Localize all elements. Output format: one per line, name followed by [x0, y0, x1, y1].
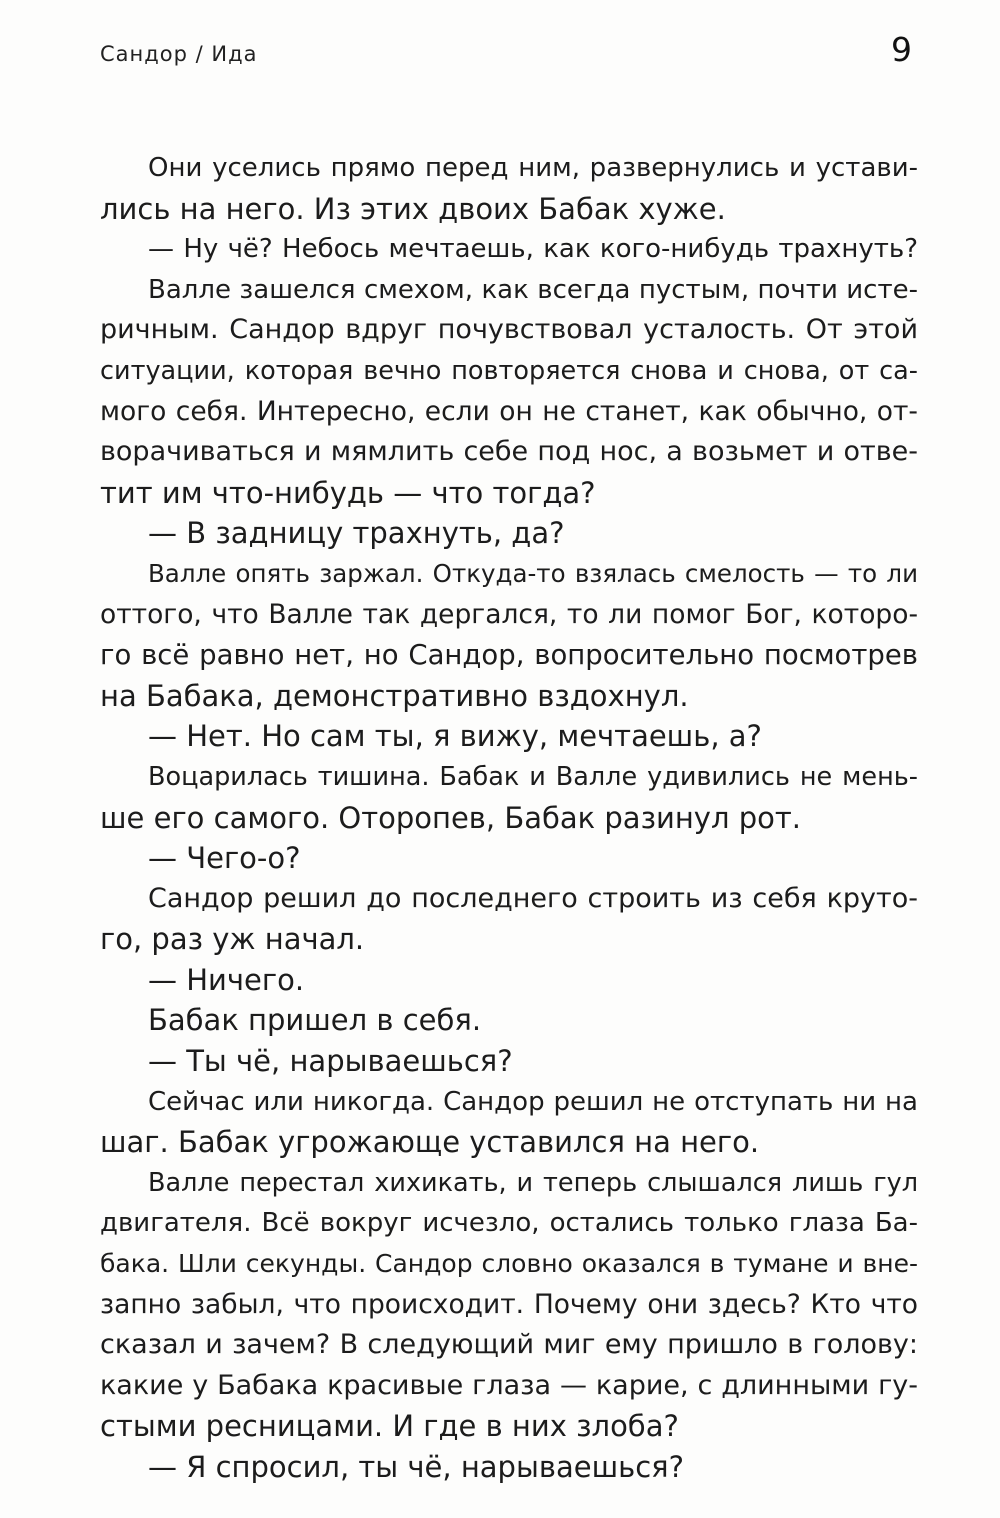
text-line: ричным. Сандор вдруг почувствовал усталость. От этой [100, 314, 918, 346]
text-line: Они уселись прямо перед ним, развернулись и устави- [148, 153, 918, 183]
text-line: Сейчас или никогда. Сандор решил не отступать ни на [148, 1086, 918, 1117]
text-line: оттого, что Валле так дергался, то ли помог Бог, которо- [100, 598, 918, 630]
text-line: шаг. Бабак угрожающе уставился на него. [100, 1125, 760, 1160]
text-line: — Нет. Но сам ты, я вижу, мечтаешь, а? [148, 719, 762, 754]
text-line: Валле перестал хихикать, и теперь слышался лишь гул [148, 1167, 918, 1198]
text-line: запно забыл, что происходит. Почему они здесь? Кто что [100, 1288, 918, 1320]
text-line: сказал и зачем? В следующий миг ему пришло в голову: [100, 1329, 918, 1361]
text-line: двигателя. Всё вокруг исчезло, остались только глаза Ба- [100, 1208, 918, 1239]
text-line: Валле опять заржал. Откуда-то взялась смелость — то ли [148, 558, 918, 588]
text-line: — Ну чё? Небось мечтаешь, как кого-нибудь трахнуть? [148, 234, 918, 265]
text-line: ситуации, которая вечно повторяется снова и снова, от са- [100, 355, 918, 386]
text-line: ворачиваться и мямлить себе под нос, а возьмет и отве- [100, 436, 918, 468]
text-line: ше его самого. Оторопев, Бабак разинул рот. [100, 800, 801, 835]
text-line: Воцарилась тишина. Бабак и Валле удивились не мень- [148, 761, 918, 792]
text-line: го, раз уж начал. [100, 922, 365, 957]
text-line: на Бабака, демонстративно вздохнул. [100, 678, 689, 713]
text-line: — Ты чё, нарываешься? [148, 1044, 513, 1079]
text-line: го всё равно нет, но Сандор, вопросительно посмотрев [100, 639, 918, 672]
text-line: — Чего-о? [148, 841, 301, 876]
text-line: тит им что-нибудь — что тогда? [100, 475, 596, 510]
text-line: — Я спросил, ты чё, нарываешься? [148, 1450, 684, 1484]
text-line: бака. Шли секунды. Сандор словно оказался в тумане и вне- [100, 1249, 918, 1279]
text-line: Сандор решил до последнего строить из себя круто- [148, 882, 918, 914]
body-text [100, 148, 918, 1488]
text-line: Валле зашелся смехом, как всегда пустым, почти исте- [148, 274, 918, 305]
text-line: — В задницу трахнуть, да? [148, 516, 565, 551]
running-title: Сандор / Ида [100, 42, 258, 66]
text-line: — Ничего. [148, 962, 305, 997]
text-line: мого себя. Интересно, если он не станет, как обычно, от- [100, 395, 918, 427]
text-line: какие у Бабака красивые глаза — карие, с длинными гу- [100, 1369, 918, 1401]
text-line: лись на него. Из этих двоих Бабак хуже. [100, 191, 726, 226]
page-number: 9 [891, 30, 912, 69]
text-line: Бабак пришел в себя. [148, 1003, 482, 1038]
text-line: стыми ресницами. И где в них злоба? [100, 1409, 679, 1444]
